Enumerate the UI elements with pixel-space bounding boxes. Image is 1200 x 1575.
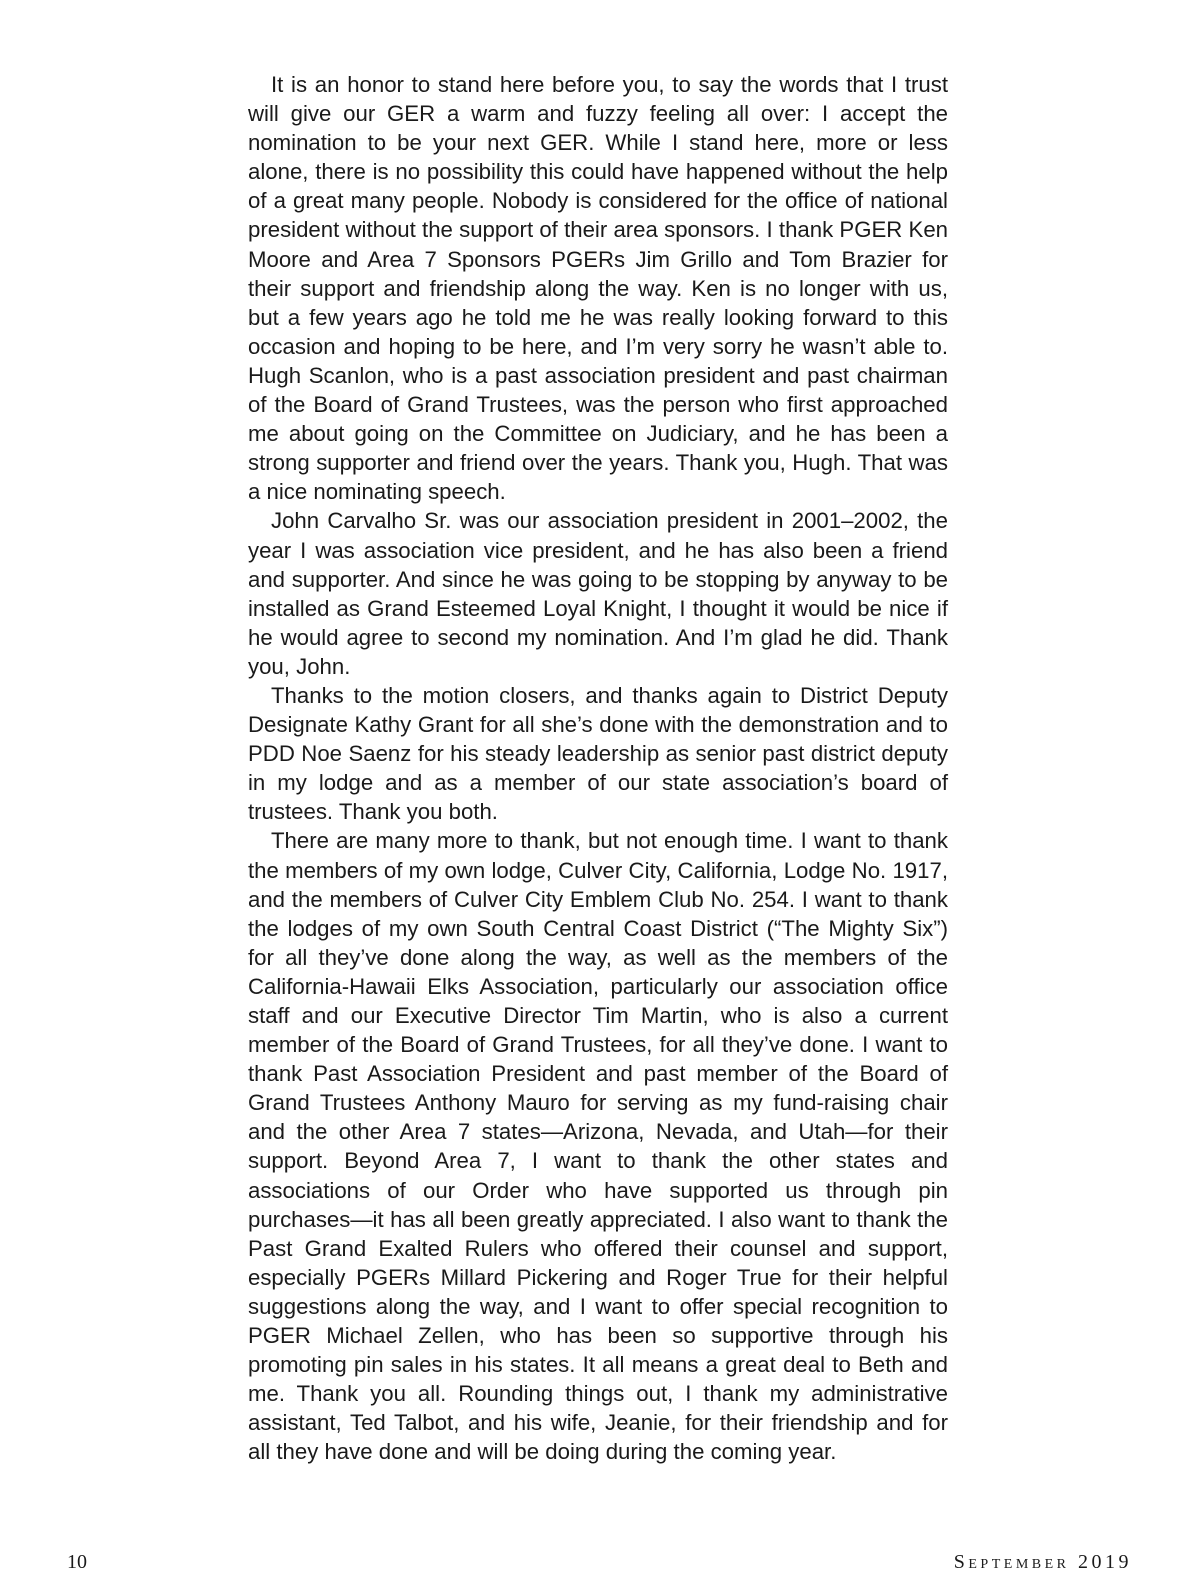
paragraph-carvalho: John Carvalho Sr. was our association president in 2001–2002, the year I was association vice president, and he has also been a friend and supporter. And since he was going to be stopping by anyway to be installed as Grand Esteemed Loyal Knight, I thought it would be nice if he would agree to second my nomination. And I’m glad he did. Thank you, John. [248, 508, 948, 679]
issue-date: September 2019 [953, 1551, 1132, 1573]
page-number: 10 [67, 1551, 87, 1573]
paragraph-acceptance: It is an honor to stand here before you, to say the words that I trust will give our GER a warm and fuzzy feeling all over: I accept the nomination to be your next GER. While I stand here, more or less alone, there is no possibility this could have happened without the help of a great many people. Nobody is considered for the office of national president without the support of their area sponsors. I thank PGER Ken Moore and Area 7 Sponsors PGERs Jim Grillo and Tom Brazier for their support and friendship along the way. Ken is no longer with us, but a few years ago he told me he was really looking forward to this occasion and hoping to be here, and I’m very sorry he wasn’t able to. Hugh Scanlon, who is a past association president and past chairman of the Board of Grand Trustees, was the person who first approached me about going on the Committee on Judiciary, and he has been a strong supporter and friend over the years. Thank you, Hugh. That was a nice nominating speech. [248, 72, 948, 505]
article-body [248, 70, 948, 1467]
paragraph-thanks: There are many more to thank, but not enough time. I want to thank the members of my own lodge, Culver City, California, Lodge No. 1917, and the members of Culver City Emblem Club No. 254. I want to thank the lodges of my own South Central Coast District (“The Mighty Six”) for all they’ve done along the way, as well as the members of the California-Hawaii Elks Association, particularly our association office staff and our Executive Director Tim Martin, who is also a current member of the Board of Grand Trustees, for all they’ve done. I want to thank Past Association President and past member of the Board of Grand Trustees Anthony Mauro for serving as my fund-raising chair and the other Area 7 states—Arizona, Nevada, and Utah—for their support. Beyond Area 7, I want to thank the other states and associations of our Order who have supported us through pin purchases—it has all been greatly appreciated. I also want to thank the Past Grand Exalted Rulers who offered their counsel and support, especially PGERs Millard Pickering and Roger True for their helpful suggestions along the way, and I want to offer special recognition to PGER Michael Zellen, who has been so supportive through his promoting pin sales in his states. It all means a great deal to Beth and me. Thank you all. Rounding things out, I thank my administrative assistant, Ted Talbot, and his wife, Jeanie, for their friendship and for all they have done and will be doing during the coming year. [248, 828, 948, 1465]
paragraph-motion-closers: Thanks to the motion closers, and thanks again to District Deputy Designate Kathy Grant for all she’s done with the demonstration and to PDD Noe Saenz for his steady leadership as senior past district deputy in my lodge and as a member of our state association’s board of trustees. Thank you both. [248, 682, 948, 825]
